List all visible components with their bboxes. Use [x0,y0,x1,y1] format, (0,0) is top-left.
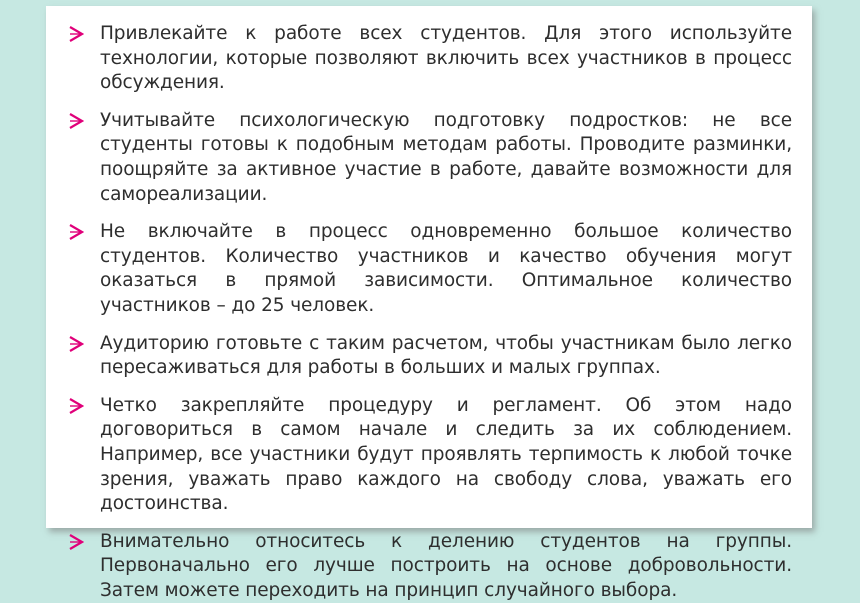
list-item-text: Четко закрепляйте процедуру и регламент. Об этом надо договориться в самом начале и следить за их соблюдением. Например, все участники будут проявлять терпимость к любой точке зрения, уважать право каждого на свободу слова, уважать его достоинства. [100,394,792,515]
list-item [68,530,792,603]
list-item [68,109,792,207]
list-item-text: Привлекайте к работе всех студентов. Для этого используйте технологии, которые позволяют включить всех участников в процесс обсуждения. [100,23,792,94]
content-card [46,6,812,601]
list-item [68,220,792,318]
list-item-text: Учитывайте психологическую подготовку подростков: не все студенты готовы к подобным методам работы. Проводите разминки, поощряйте за активное участие в работе, давайте возможности для самореализации. [100,109,792,205]
list-item [68,332,792,381]
list-item-text: Внимательно относитесь к делению студентов на группы. Первоначально его лучше построить на основе добровольности. Затем можете переходить на принцип случайного выбора. [100,530,792,601]
list-item-text: Не включайте в процесс одновременно большое количество студентов. Количество участников и качество обучения могут оказаться в прямой зависимости. Оптимальное количество участников – до 25 человек. [100,221,792,316]
list-item-text: Аудиторию готовьте с таким расчетом, чтобы участникам было легко пересаживаться для работы в больших и малых группах. [100,332,792,379]
arrowhead-bullet-icon [68,334,84,354]
arrowhead-bullet-icon [68,111,84,131]
recommendations-list [68,22,792,603]
list-item [68,394,792,517]
list-item [68,22,792,96]
arrowhead-bullet-icon [68,532,84,552]
arrowhead-bullet-icon [68,222,84,242]
arrowhead-bullet-icon [68,24,84,44]
arrowhead-bullet-icon [68,396,84,416]
